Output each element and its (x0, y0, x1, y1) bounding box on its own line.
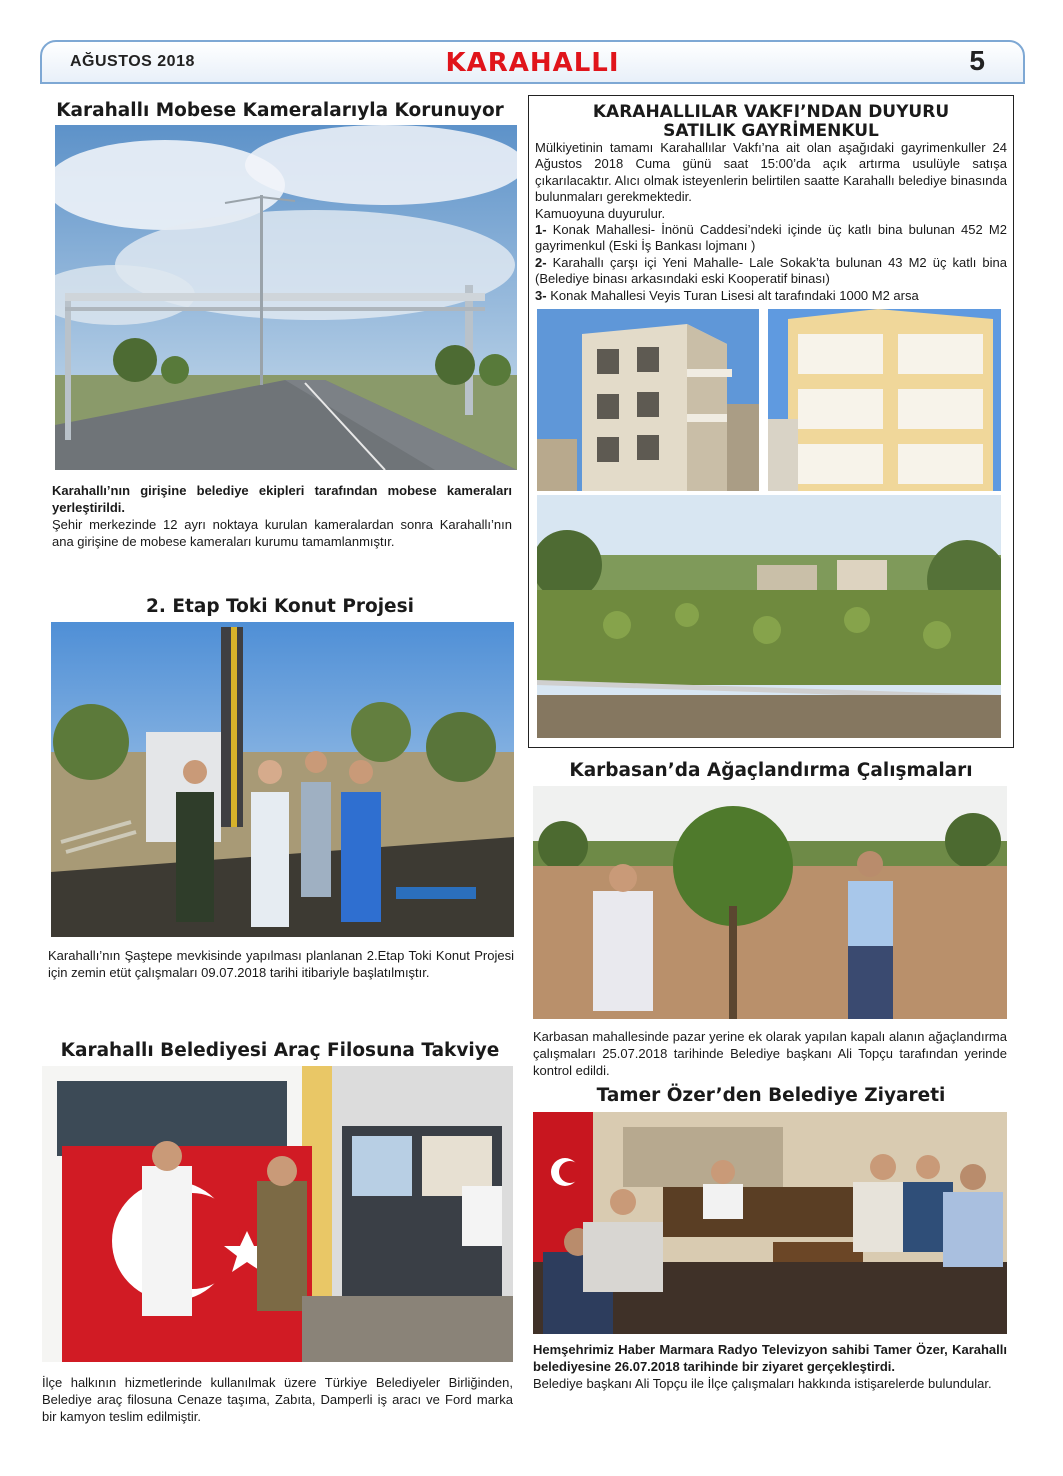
issue-date: AĞUSTOS 2018 (70, 53, 195, 70)
ziyaret-caption (533, 1341, 1007, 1392)
mobese-caption (52, 482, 512, 550)
ziyaret-caption-body: Belediye başkanı Ali Topçu ile İlçe çalışmaları hakkında istişarelerde bulundular. (533, 1376, 992, 1391)
toki-caption: Karahallı’nın Şaştepe mevkisinde yapılması planlanan 2.Etap Toki Konut Projesi için zemin etüt çalışmaları 09.07.2018 tarihi itibariyle başlatılmıştır. (48, 948, 514, 980)
karbasan-caption: Karbasan mahallesinde pazar yerine ek olarak yapılan kapalı alanın ağaçlandırma çalışmaları 25.07.2018 tarihinde Belediye başkanı Ali Topçu tarafından yerinde kontrol edildi. (533, 1029, 1007, 1078)
mobese-headline: Karahallı Mobese Kameralarıyla Korunuyor (56, 100, 504, 121)
vakif-item-3 (535, 288, 1007, 304)
vakif-item-3-number: 3- (535, 287, 547, 303)
vakif-intro: Mülkiyetinin tamamı Karahallılar Vakfı’na ait olan aşağıdaki gayrimenkuller 24 Ağustos 2018 Cuma günü saat 15:00’da açık artırma usulüyle satışa çıkarılacaktır. Alıcı olmak isteyenlerin belirtilen saatte Karahallı belediye binasında bulunmaları gerekmektedir. (535, 140, 1007, 205)
newspaper-name: KARAHALLI (445, 48, 620, 78)
arac-caption: İlçe halkının hizmetlerinde kullanılmak üzere Türkiye Belediyeler Birliğinden, Belediye araç filosuna Cenaze taşıma, Zabıta, Damperli iş aracı ve Ford marka bir kamyon teslim edilmiştir. (42, 1375, 513, 1424)
vakif-text (535, 140, 1007, 304)
vakif-title-line1: KARAHALLILAR VAKFI’NDAN DUYURU (592, 102, 950, 122)
vakif-item-3-text: Konak Mahallesi Veyis Turan Lisesi alt tarafındaki 1000 M2 arsa (550, 287, 919, 303)
ziyaret-office-photo (533, 1112, 1007, 1334)
vakif-title-line2: SATILIK GAYRİMENKUL (663, 121, 879, 141)
karbasan-planting-photo (533, 786, 1007, 1019)
vakif-item-2-number: 2- (535, 254, 547, 270)
arac-truck-photo (42, 1066, 513, 1362)
mobese-camera-photo (55, 125, 517, 470)
ziyaret-headline: Tamer Özer’den Belediye Ziyareti (596, 1085, 946, 1106)
vakif-building-1-photo (537, 309, 759, 491)
vakif-item-1-number: 1- (535, 222, 547, 238)
page-header (40, 40, 1025, 84)
karbasan-headline: Karbasan’da Ağaçlandırma Çalışmaları (569, 760, 973, 781)
vakif-notice: Kamuoyuna duyurulur. (535, 205, 666, 221)
vakif-announcement-box (528, 95, 1014, 748)
arac-headline: Karahallı Belediyesi Araç Filosuna Takviye (60, 1040, 500, 1061)
vakif-item-1 (535, 222, 1007, 255)
vakif-item-1-text: Konak Mahallesi- İnönü Caddesi’ndeki içinde üç katlı bina bulunan 452 M2 gayrimenkul (Eski İş Bankası lojmanı ) (535, 222, 1007, 254)
ziyaret-caption-lead: Hemşehrimiz Haber Marmara Radyo Televizyon sahibi Tamer Özer, Karahallı belediyesine 26.07.2018 tarihinde bir ziyaret gerçekleştirdi. (533, 1342, 1007, 1374)
vakif-building-2-photo (768, 309, 1001, 491)
mobese-caption-body: Şehir merkezinde 12 ayrı noktaya kurulan kameralardan sonra Karahallı’nın ana girişine de mobese kameraları kurumu tamamlanmıştır. (52, 517, 512, 549)
vakif-item-2-text: Karahallı çarşı içi Yeni Mahalle- Lale Sokak’ta bulunan 43 M2 üç katlı bina (Belediye binası arkasındaki eski Kooperatif binası) (535, 254, 1007, 287)
toki-drilling-photo (51, 622, 514, 937)
vakif-land-photo (537, 495, 1001, 738)
page-number: 5 (969, 45, 985, 76)
mobese-caption-lead: Karahallı’nın girişine belediye ekipleri tarafından mobese kameraları yerleştirildi. (52, 483, 512, 515)
vakif-item-2 (535, 255, 1007, 288)
toki-headline: 2. Etap Toki Konut Projesi (146, 596, 414, 617)
